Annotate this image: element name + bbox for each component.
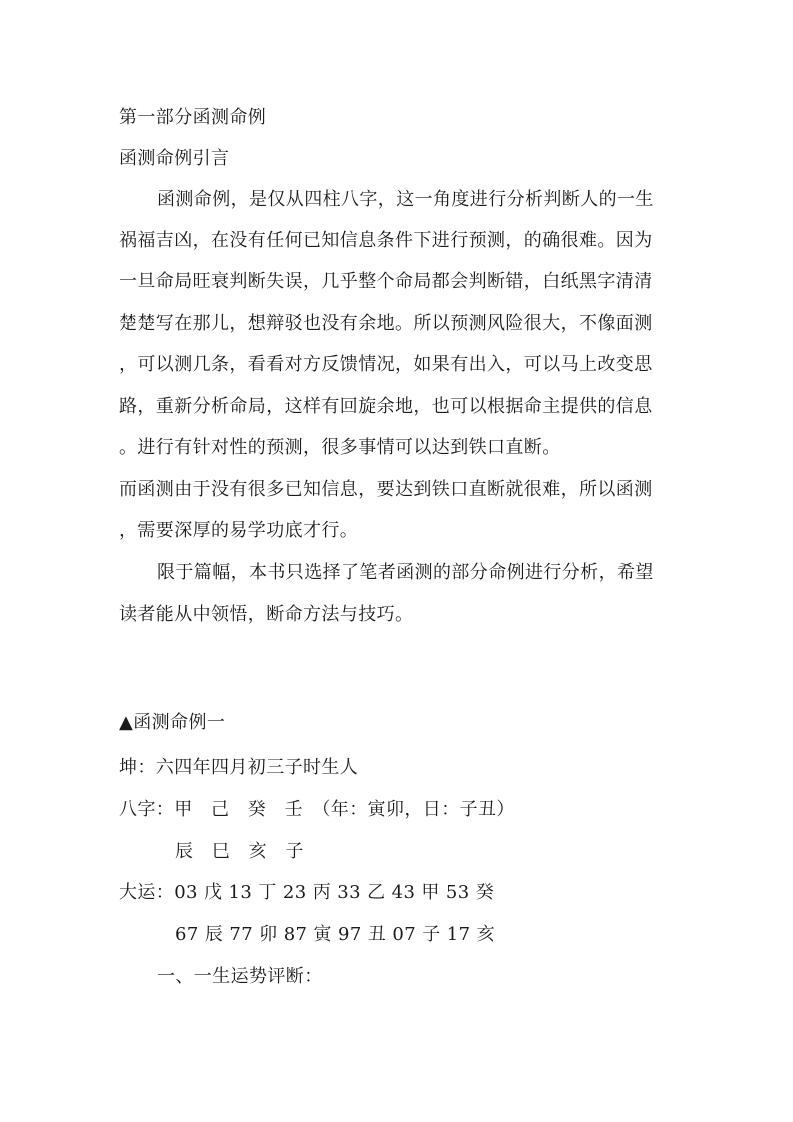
- bazi-line: 八字：甲 己 癸 壬 （年：寅卯，日：子丑）: [119, 799, 515, 820]
- intro-line: 。进行有针对性的预测，很多事情可以达到铁口直断。: [119, 437, 561, 458]
- case-subject: 坤：六四年四月初三子时生人: [119, 757, 359, 778]
- intro-line: 楚楚写在那儿，想辩驳也没有余地。所以预测风险很大，不像面测: [119, 313, 653, 334]
- dayun-line: 大运：03 戊 13 丁 23 丙 33 乙 43 甲 53 癸: [119, 882, 495, 903]
- intro-line: 路，重新分析命局，这样有回旋余地，也可以根据命主提供的信息: [119, 396, 653, 417]
- dayun-line: 67 辰 77 卯 87 寅 97 丑 07 子 17 亥: [175, 924, 495, 945]
- bazi-line: 辰 巳 亥 子: [175, 841, 304, 862]
- intro-line: ，需要深厚的易学功底才行。: [119, 520, 359, 541]
- intro-line: 一旦命局旺衰判断失误，几乎整个命局都会判断错，白纸黑字清清: [119, 271, 653, 292]
- intro-line: 函测命例，是仅从四柱八字，这一角度进行分析判断人的一生: [157, 189, 654, 210]
- closing-line: 限于篇幅，本书只选择了笔者函测的部分命例进行分析，希望: [157, 562, 654, 583]
- intro-line: ，可以测几条，看看对方反馈情况，如果有出入，可以马上改变思: [119, 354, 653, 375]
- section-title: 第一部分函测命例: [119, 107, 267, 128]
- intro-heading: 函测命例引言: [119, 148, 230, 169]
- intro-line: 祸福吉凶，在没有任何已知信息条件下进行预测，的确很难。因为: [119, 230, 653, 251]
- closing-line: 读者能从中领悟，断命方法与技巧。: [119, 604, 414, 625]
- case-subheading: 一、一生运势评断：: [157, 966, 323, 987]
- case-heading: ▲函测命例一: [119, 712, 226, 733]
- intro-line: 而函测由于没有很多已知信息，要达到铁口直断就很难，所以函测: [119, 479, 653, 500]
